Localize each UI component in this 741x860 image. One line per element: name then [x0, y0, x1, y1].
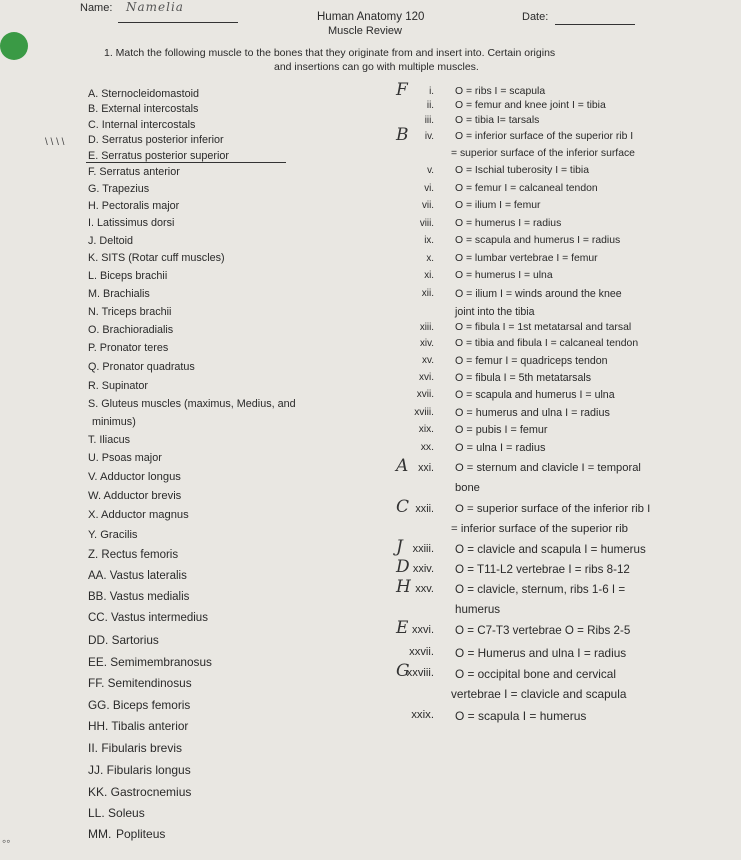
option-text: O = Humerus and ulna I = radius — [455, 646, 627, 660]
option-text: O = ulna I = radius — [455, 442, 546, 454]
scribble-mark: ◦◦ — [2, 834, 11, 848]
muscle-item: R. Supinator — [88, 380, 149, 392]
muscle-item: B. External intercostals — [88, 103, 199, 115]
handwritten-answer: C — [396, 497, 410, 517]
option-text: O = scapula I = humerus — [455, 709, 587, 723]
option-text: O = clavicle, sternum, ribs 1-6 I = — [455, 583, 626, 596]
option-number: viii. — [419, 218, 434, 229]
handwritten-answer: H — [396, 577, 411, 597]
muscle-item: GG. Biceps femoris — [88, 698, 191, 712]
muscle-item: KK. Gastrocnemius — [88, 785, 192, 799]
instructions — [104, 46, 704, 74]
muscle-item: Z. Rectus femoris — [88, 549, 179, 561]
muscle-item: AA. Vastus lateralis — [88, 570, 187, 582]
muscle-item: HH. Tibalis anterior — [88, 719, 189, 733]
muscle-item: X. Adductor magnus — [88, 509, 189, 521]
option-text: = superior surface of the inferior surface — [451, 148, 635, 159]
course-title: Human Anatomy 120 — [317, 11, 425, 23]
option-text: O = pubis I = femur — [455, 424, 548, 436]
muscle-item: O. Brachioradialis — [88, 324, 174, 336]
option-number: xxvii. — [409, 646, 434, 658]
scribble-mark: \ \ \ \ — [45, 137, 65, 148]
muscle-item: minimus) — [92, 416, 136, 428]
option-text: O = T11-L2 vertebrae I = ribs 8-12 — [455, 563, 630, 576]
muscle-item: F. Serratus anterior — [88, 166, 180, 178]
option-number: xiv. — [420, 338, 434, 349]
option-number: xvii. — [416, 389, 434, 400]
option-number: ix. — [424, 235, 434, 246]
option-number: xxiii. — [412, 543, 434, 555]
muscle-item: CC. Vastus intermedius — [88, 612, 208, 624]
option-number: xvi. — [419, 372, 434, 383]
option-text: O = clavicle and scapula I = humerus — [455, 543, 646, 556]
muscle-item: V. Adductor longus — [88, 471, 181, 483]
option-number: iii. — [424, 115, 434, 126]
muscle-item: DD. Sartorius — [88, 633, 159, 647]
option-text: O = sternum and clavicle I = temporal — [455, 462, 641, 474]
muscle-item: II. Fibularis brevis — [88, 741, 183, 755]
handwritten-answer: J — [396, 537, 403, 557]
instructions-line-2: and insertions can go with multiple muscles. — [274, 61, 479, 73]
muscle-item: W. Adductor brevis — [88, 490, 182, 502]
handwritten-answer: D — [396, 557, 410, 577]
muscle-item: MM. — [88, 827, 112, 841]
date-line — [555, 24, 635, 25]
muscle-item: U. Psoas major — [88, 452, 162, 464]
option-text: O = scapula and humerus I = radius — [455, 235, 621, 246]
muscle-item: FF. Semitendinosus — [88, 676, 192, 690]
option-text: O = Ischial tuberosity I = tibia — [455, 165, 589, 176]
option-text: O = C7-T3 vertebrae O = Ribs 2-5 — [455, 624, 631, 637]
handwritten-answer: B — [396, 125, 409, 145]
instructions-line-1: 1. Match the following muscle to the bones that they originate from and insert into. Certain origins — [104, 47, 556, 59]
handwritten-answer: E — [396, 618, 409, 638]
option-text: O = fibula I = 1st metatarsal and tarsal — [455, 322, 632, 333]
muscle-item: T. Iliacus — [88, 434, 131, 446]
name-label: Name: — [80, 2, 113, 14]
handwritten-answer: G — [396, 661, 410, 681]
option-text: O = scapula and humerus I = ulna — [455, 389, 615, 401]
muscle-item: S. Gluteus muscles (maximus, Medius, and — [88, 398, 296, 410]
binder-hole — [0, 32, 28, 60]
option-text: humerus — [455, 603, 501, 616]
muscle-item: JJ. Fibularis longus — [88, 763, 191, 777]
muscle-item: P. Pronator teres — [88, 342, 169, 354]
handwritten-answer: A — [396, 456, 409, 476]
muscle-item: N. Triceps brachii — [88, 306, 172, 318]
option-text: O = ribs I = scapula — [455, 86, 546, 97]
option-number: iv. — [424, 131, 434, 142]
option-text: O = ilium I = winds around the knee — [455, 288, 622, 300]
option-number: ii. — [426, 100, 434, 111]
option-text: O = tibia and fibula I = calcaneal tendon — [455, 338, 639, 349]
option-text: O = tibia I= tarsals — [455, 115, 540, 126]
muscle-item: J. Deltoid — [88, 235, 134, 247]
option-number: xviii. — [414, 407, 434, 418]
option-number: vii. — [422, 200, 434, 211]
option-number: xxii. — [415, 503, 434, 515]
option-text: O = femur I = quadriceps tendon — [455, 355, 608, 367]
option-text: O = femur I = calcaneal tendon — [455, 183, 598, 194]
option-number: xx. — [420, 442, 434, 453]
muscle-item: Q. Pronator quadratus — [88, 361, 195, 373]
option-number: xxvi. — [412, 624, 434, 636]
option-text: O = femur and knee joint I = tibia — [455, 100, 606, 111]
muscle-item: I. Latissimus dorsi — [88, 217, 175, 229]
option-number: x. — [426, 253, 434, 264]
muscle-item: C. Internal intercostals — [88, 119, 196, 131]
option-text: O = superior surface of the inferior rib I — [455, 503, 651, 515]
muscle-item: H. Pectoralis major — [88, 200, 180, 212]
option-text: O = inferior surface of the superior rib I — [455, 131, 634, 142]
muscle-item: M. Brachialis — [88, 288, 150, 300]
option-text: O = humerus I = ulna — [455, 270, 553, 281]
option-text: O = lumbar vertebrae I = femur — [455, 253, 598, 264]
worksheet-subtitle: Muscle Review — [328, 25, 402, 37]
muscle-item: L. Biceps brachii — [88, 270, 168, 282]
option-number: xii. — [421, 288, 434, 299]
option-number: xxi. — [418, 462, 434, 474]
muscle-item: Y. Gracilis — [88, 529, 138, 541]
option-number: v. — [427, 165, 434, 176]
option-number: xi. — [424, 270, 434, 281]
option-number: vi. — [424, 183, 434, 194]
muscle-item: D. Serratus posterior inferior — [88, 134, 224, 146]
option-number: xix. — [418, 424, 434, 435]
muscle-item: K. SITS (Rotar cuff muscles) — [88, 252, 225, 264]
muscle-item: Popliteus — [116, 827, 166, 841]
muscle-item: BB. Vastus medialis — [88, 591, 190, 603]
option-text: vertebrae I = clavicle and scapula — [451, 687, 627, 701]
option-number: xxix. — [411, 709, 434, 721]
date-label: Date: — [522, 11, 549, 23]
underline-mark — [86, 162, 286, 163]
option-text: O = ilium I = femur — [455, 200, 541, 211]
muscle-item: EE. Semimembranosus — [88, 655, 212, 669]
option-text: = inferior surface of the superior rib — [451, 523, 628, 535]
option-text: O = fibula I = 5th metatarsals — [455, 372, 592, 384]
handwritten-name: Namelia — [126, 0, 184, 14]
muscle-item: G. Trapezius — [88, 183, 150, 195]
option-text: O = humerus and ulna I = radius — [455, 407, 610, 419]
option-text: O = humerus I = radius — [455, 218, 562, 229]
muscle-item: LL. Soleus — [88, 806, 145, 820]
muscle-item: A. Sternocleidomastoid — [88, 88, 200, 100]
option-text: O = occipital bone and cervical — [455, 667, 616, 681]
option-text: bone — [455, 482, 480, 494]
muscle-item: E. Serratus posterior superior — [88, 150, 230, 162]
option-number: i. — [429, 86, 434, 97]
option-number: xxviii. — [406, 667, 434, 679]
option-number: xxv. — [415, 583, 434, 595]
option-number: xv. — [421, 355, 434, 366]
option-text: joint into the tibia — [455, 306, 535, 318]
handwritten-answer: F — [396, 80, 408, 100]
option-number: xxiv. — [412, 563, 434, 575]
option-number: xiii. — [419, 322, 434, 333]
